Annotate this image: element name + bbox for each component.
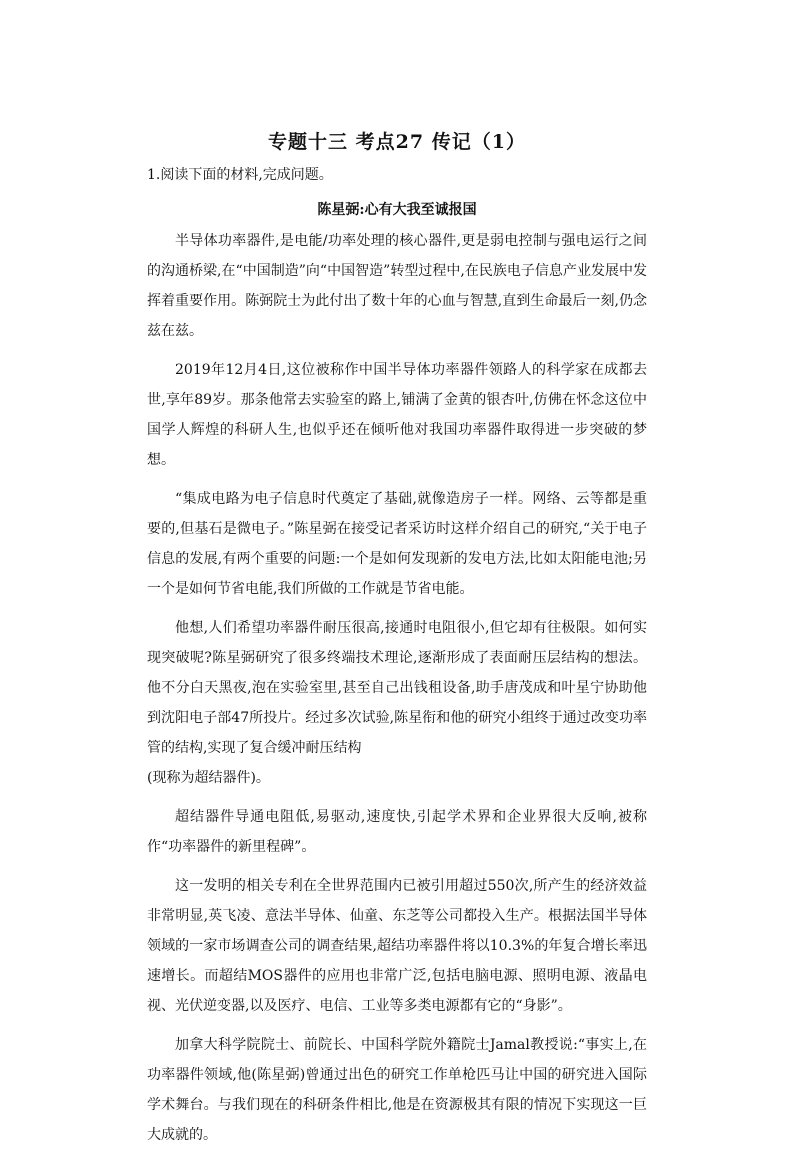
- paragraph: 半导体功率器件,是电能/功率处理的核心器件,更是弱电控制与强电运行之间的沟通桥梁,在“中国制造”向“中国智造”转型过程中,在民族电子信息产业发展中发挥着重要作用。陈弼院士为此付出了数十年的心血与智慧,直到生命最后一刻,仍念兹在兹。: [147, 233, 647, 339]
- paragraph: “集成电路为电子信息时代奠定了基础,就像造房子一样。网络、云等都是重要的,但基石是微电子。”陈星弼在接受记者采访时这样介绍自己的研究,“关于电子信息的发展,有两个重要的问题:一个是如何发现新的发电方法,比如太阳能电池;另一个是如何节省电能,我们所做的工作就是节省电能。: [147, 491, 647, 597]
- paragraph: 他想,人们希望功率器件耐压很高,接通时电阻很小,但它却有往极限。如何实现突破呢?陈星弼研究了很多终端技术理论,逐渐形成了表面耐压层结构的想法。他不分白天黑夜,泡在实验室里,甚至自己出钱租设备,助手唐茂成和叶星宁协助他到沈阳电子部47所投片。经过多次试验,陈星衔和他的研究小组终于通过改变功率管的结构,实现了复合缓冲耐压结构: [147, 620, 647, 756]
- page-title: 专题十三 考点27 传记（1）: [268, 131, 526, 153]
- paragraph: (现称为超结器件)。: [147, 770, 270, 786]
- paragraph: 2019年12月4日,这位被称作中国半导体功率器件领路人的科学家在成都去世,享年89岁。那条他常去实验室的路上,铺满了金黄的银杏叶,仿佛在怀念这位中国学人辉煌的科研人生,也似乎还在倾听他对我国功率器件取得进一步突破的梦想。: [147, 362, 647, 468]
- paragraph: 这一发明的相关专利在全世界范围内已被引用超过550次,所产生的经济效益非常明显,英飞凌、意法半导体、仙童、东芝等公司都投入生产。根据法国半导体领域的一家市场调查公司的调查结果,超结功率器件将以10.3%的年复合增长率迅速增长。而超结MOS器件的应用也非常广泛,包括电脑电源、照明电源、液晶电视、光伏逆变器,以及医疗、电信、工业等多类电源都有它的“身影”。: [147, 878, 647, 1014]
- paragraph: 超结器件导通电阻低,易驱动,速度快,引起学术界和企业界很大反响,被称作“功率器件的新里程碑”。: [147, 809, 647, 855]
- paragraph: 加拿大科学院院士、前院长、中国科学院外籍院士Jamal教授说:“事实上,在功率器件领域,他(陈星弼)曾通过出色的研究工作单枪匹马让中国的研究进入国际学术舞台。与我们现在的科研条件相比,他是在资源极其有限的情况下实现这一巨大成就的。: [147, 1037, 647, 1143]
- article-body: [147, 226, 647, 1159]
- article-title: 陈星弼:心有大我至诚报国: [317, 202, 477, 218]
- question-prompt: 1.阅读下面的材料,完成问题。: [147, 167, 333, 183]
